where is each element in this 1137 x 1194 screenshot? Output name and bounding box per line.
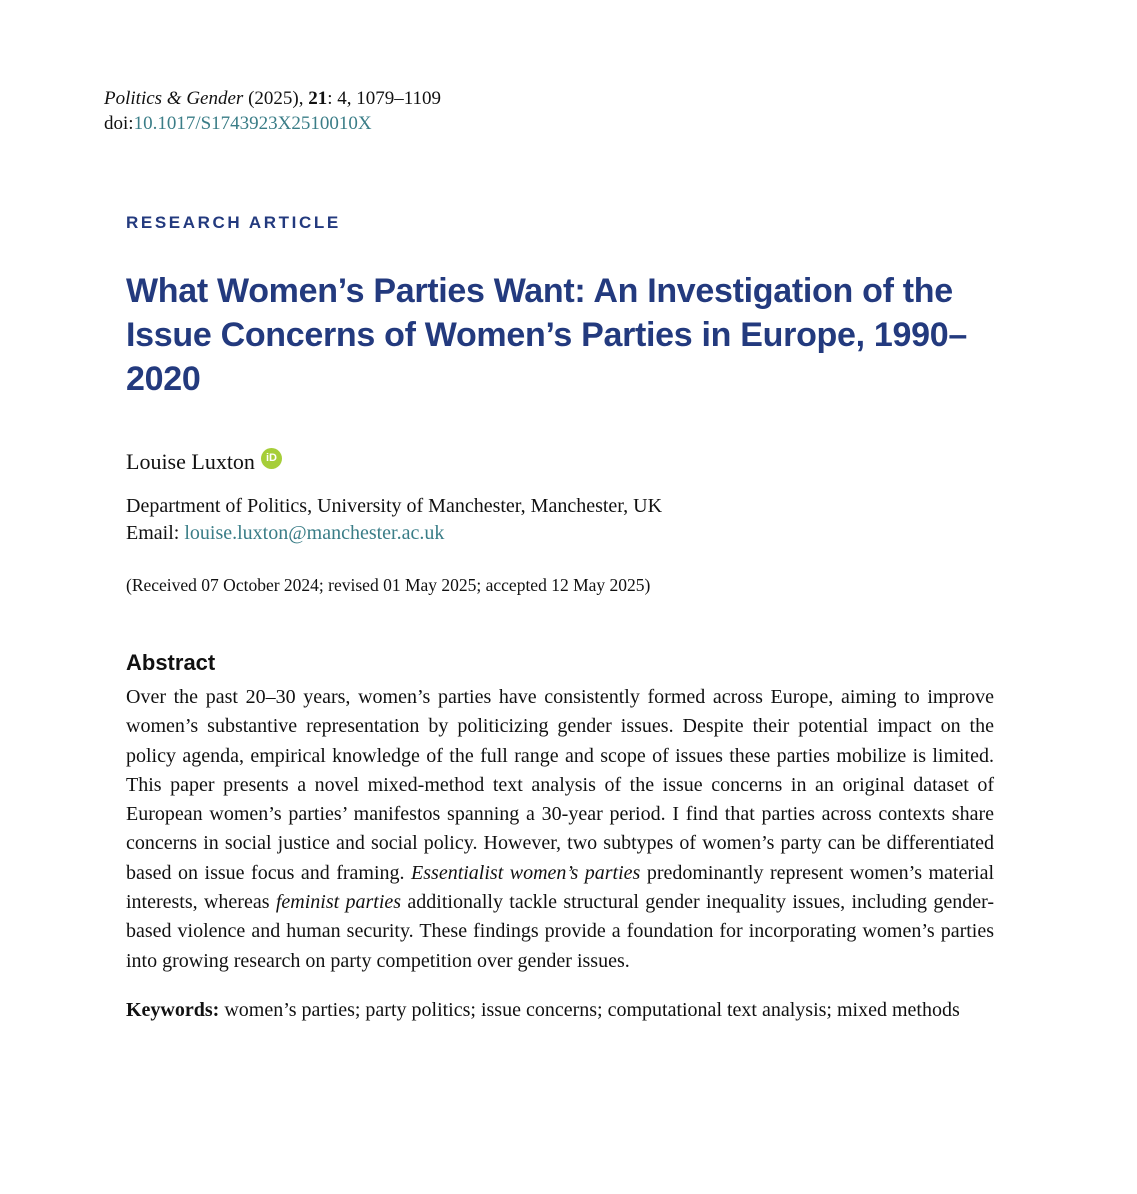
keywords [126, 996, 994, 1025]
article-title: What Women’s Parties Want: An Investigation of the Issue Concerns of Women’s Parties in Europe, 1990–2020 [126, 272, 967, 398]
abstract-emphasis-essentialist: Essentialist women’s parties [411, 861, 641, 884]
abstract-part-1: Over the past 20–30 years, women’s parties have consistently formed across Europe, aiming to improve women’s substantive representation by politicizing gender issues. Despite their potential impact on the policy agenda, empirical knowledge of the full range and scope of issues these parties mobilize is limited. This paper presents a novel mixed-method text analysis of the issue concerns in an original dataset of European women’s parties’ manifestos spanning a 30-year period. I find that parties across contexts share concerns in social justice and social policy. However, two subtypes of women’s party can be differentiated based on issue focus and framing. [126, 686, 994, 884]
journal-name: Politics & Gender [104, 88, 244, 109]
abstract-emphasis-feminist: feminist parties [275, 891, 402, 914]
journal-issue-pages: : 4, 1079–1109 [327, 88, 442, 109]
journal-reference-line [104, 86, 441, 111]
abstract-part-2: predominantly represent women’s material interests, whereas [126, 861, 994, 914]
email-link[interactable]: louise.luxton@manchester.ac.uk [184, 522, 445, 544]
keywords-text: women’s parties; party politics; issue concerns; computational text analysis; mixed methods [219, 998, 960, 1021]
author-name: Louise Luxton [126, 449, 255, 474]
article-type: RESEARCH ARTICLE [126, 213, 341, 232]
submission-dates: (Received 07 October 2024; revised 01 May 2025; accepted 12 May 2025) [126, 575, 651, 595]
abstract-heading: Abstract [126, 650, 216, 675]
orcid-icon[interactable]: iD [261, 448, 282, 469]
journal-citation [104, 86, 441, 136]
affiliation: Department of Politics, University of Manchester, Manchester, UK [126, 495, 663, 517]
email-label: Email: [126, 522, 185, 544]
abstract-part-3: additionally tackle structural gender inequality issues, including gender-based violence and human security. These findings provide a foundation for incorporating women’s parties into growing research on party competition over gender issues. [126, 891, 995, 972]
author-row [126, 448, 994, 476]
abstract-text [126, 683, 994, 976]
keywords-label: Keywords: [126, 998, 220, 1021]
affiliation-block [126, 493, 994, 547]
doi-link[interactable]: 10.1017/S1743923X2510010X [133, 113, 372, 134]
doi-line [104, 111, 441, 136]
article-front-matter [126, 211, 994, 1025]
journal-year: (2025), [243, 88, 309, 109]
journal-volume: 21 [308, 88, 328, 109]
email-line [126, 520, 994, 547]
doi-prefix: doi: [104, 113, 134, 134]
